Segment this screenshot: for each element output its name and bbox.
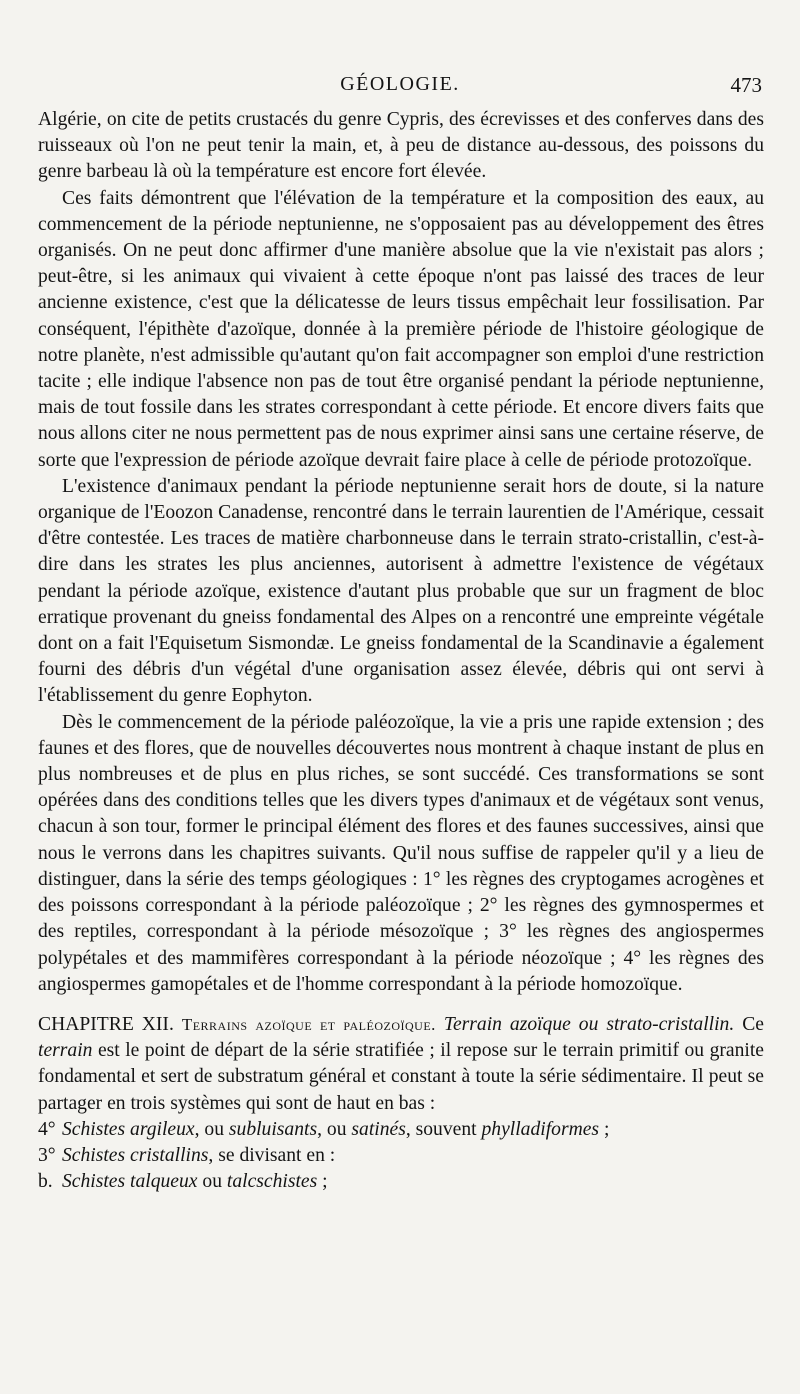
page-number: 473 (730, 73, 762, 97)
page-header (0, 73, 800, 97)
systems-list (38, 1117, 764, 1196)
list-text: , ou (317, 1118, 352, 1140)
chapter-text: Ce (742, 1013, 764, 1035)
list-item (38, 1143, 764, 1169)
list-term: subluisants (228, 1118, 318, 1140)
section-title: Terrain azoïque ou strato-cristallin. (443, 1013, 735, 1035)
list-number: 4° (38, 1118, 56, 1140)
list-term: phylladiformes (481, 1118, 600, 1140)
list-number: 3° (38, 1144, 56, 1166)
paragraph: Dès le commencement de la période paléozoïque, la vie a pris une rapide extension ; des faunes et des flores, que de nouvelles découvertes nous montrent à chaque instant de plus en plus nombreuses et de plus en plus riches, se sont succédé. Ces transformations se sont opérées dans des conditions telles que les divers types d'animaux et de végétaux sont venus, chacun à son tour, former le principal élément des flores et des faunes successives, ainsi que nous le verrons dans les chapitres suivants. Qu'il nous suffise de rappeler qu'il y a lieu de distinguer, dans la série des temps géologiques : 1° les règnes des cryptogames acrogènes et des poissons correspondant à la période paléozoïque ; 2° les règnes des gymnospermes et des reptiles, correspondant à la période mésozoïque ; 3° les règnes des angiospermes polypétales et des mammifères correspondant à la période néozoïque ; 4° les règnes des angiospermes gamopétales et de l'homme correspondant à la période homozoïque. (38, 711, 764, 995)
list-item (38, 1169, 764, 1195)
chapter-label: CHAPITRE XII. (38, 1013, 174, 1035)
chapter-text: est le point de départ de la série stratifiée ; il repose sur le terrain primitif ou granite fondamental et sert de substratum général et constant à toute la série sédimentaire. Il peut se partager en trois systèmes qui sont de haut en bas : (38, 1040, 764, 1114)
list-term: talcschistes (226, 1171, 318, 1193)
paragraph: L'existence d'animaux pendant la période neptunienne serait hors de doute, si la nature organique de l'Eoozon Canadense, rencontré dans le terrain laurentien de l'Amérique, cessait d'être contestée. Les traces de matière charbonneuse dans le terrain strato-cristallin, c'est-à-dire dans les strates les plus anciennes, autorisent à admettre l'existence de végétaux pendant la période azoïque, existence d'autant plus probable que sur un fragment de bloc erratique provenant du gneiss fondamental des Alpes on a rencontré une empreinte végétale dont on a fait l'Equisetum Sismondæ. Le gneiss fondamental de la Scandinavie a également fourni des débris d'un végétal d'une organisation assez élevée, débris qui ont servi à l'établissement du genre Eophyton. (38, 475, 764, 707)
list-text: ; (599, 1118, 610, 1140)
chapter-title: Terrains azoïque et paléozoïque. (181, 1014, 436, 1034)
page-body (38, 107, 764, 1195)
paragraph: Ces faits démontrent que l'élévation de la température et la composition des eaux, au commencement de la période neptunienne, ne s'opposaient pas au développement des êtres organisés. On ne peut donc affirmer d'une manière absolue que la vie n'existait pas alors ; peut-être, si les animaux qui vivaient à cette époque n'ont pas laissé des traces de leur ancienne existence, c'est que la délicatesse de leurs tissus empêchait leur fossilisation. Par conséquent, l'épithète d'azoïque, donnée à la première période de l'histoire géologique de notre planète, n'est admissible qu'autant qu'on fait accompagner son emploi d'une restriction tacite ; elle indique l'absence non pas de tout être organisé pendant la période neptunienne, mais de tout fossile dans les strates correspondant à cette période. Et encore divers faits que nous allons citer ne nous permettent pas de nous exprimer ainsi sans une certaine réserve, de sorte que l'expression de période azoïque devrait faire place à celle de période protozoïque. (38, 187, 764, 471)
list-number: b. (38, 1171, 53, 1193)
list-item (38, 1117, 764, 1143)
list-text: , ou (194, 1118, 229, 1140)
list-text: ; (317, 1171, 328, 1193)
list-term: satinés (351, 1118, 406, 1140)
paragraph-continuation: Algérie, on cite de petits crustacés du genre Cypris, des écrevisses et des conferves dans des ruisseaux où l'on ne peut tenir la main, et, à peu de distance au-dessous, des poissons du genre barbeau là où la température est encore fort élevée. (38, 109, 764, 183)
chapter-term: terrain (38, 1040, 93, 1062)
list-term: Schistes talqueux (62, 1171, 198, 1193)
list-term: Schistes argileux (62, 1118, 195, 1140)
list-text: , se divisant en : (208, 1144, 336, 1166)
list-term: Schistes cristallins (62, 1144, 209, 1166)
running-title: GÉOLOGIE. (340, 73, 460, 95)
list-text: , souvent (405, 1118, 482, 1140)
list-text: ou (197, 1171, 227, 1193)
chapter-heading-paragraph (38, 1012, 764, 1117)
